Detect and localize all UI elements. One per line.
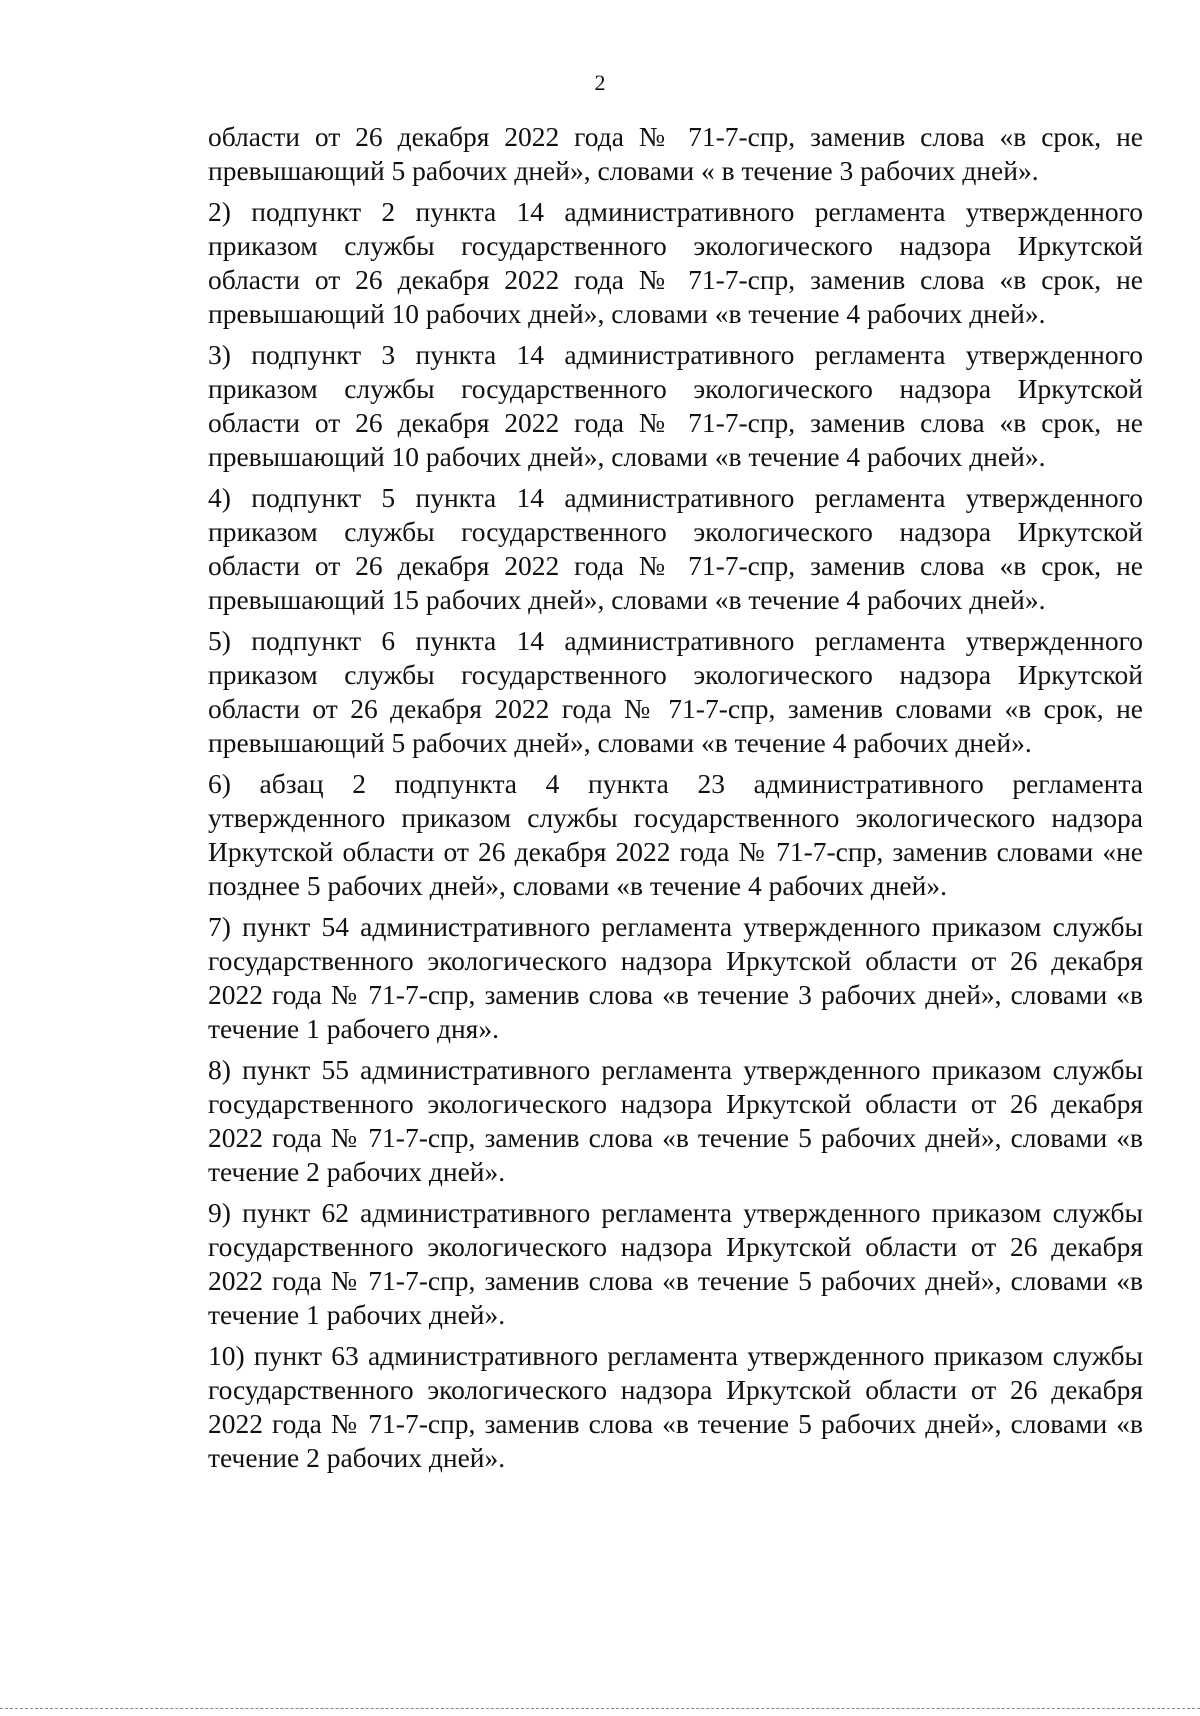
paragraph-item-10: 10) пункт 63 административного регламента утвержденного приказом службы государственного экологического надзора Иркутской области от 26 декабря 2022 года № 71-7-спр, заменив слова «в течение 5 рабочих дней», словами «в течение 2 рабочих дней».: [208, 1340, 1143, 1473]
paragraph-continuation: области от 26 декабря 2022 года № 71-7-спр, заменив слова «в срок, не превышающий 5 рабочих дней», словами « в течение 3 рабочих дней».: [208, 121, 1143, 186]
page-bottom-divider: [0, 1708, 1200, 1709]
paragraph-item-6: 6) абзац 2 подпункта 4 пункта 23 административного регламента утвержденного приказом службы государственного экологического надзора Иркутской области от 26 декабря 2022 года № 71-7-спр, заменив словами «не позднее 5 рабочих дней», словами «в течение 4 рабочих дней».: [208, 768, 1143, 901]
paragraph-item-5: 5) подпункт 6 пункта 14 административного регламента утвержденного приказом службы государственного экологического надзора Иркутской области от 26 декабря 2022 года № 71-7-спр, заменив словами «в срок, не превышающий 5 рабочих дней», словами «в течение 4 рабочих дней».: [208, 625, 1143, 758]
paragraph-item-9: 9) пункт 62 административного регламента утвержденного приказом службы государственного экологического надзора Иркутской области от 26 декабря 2022 года № 71-7-спр, заменив слова «в течение 5 рабочих дней», словами «в течение 1 рабочих дней».: [208, 1197, 1143, 1330]
paragraph-item-7: 7) пункт 54 административного регламента утвержденного приказом службы государственного экологического надзора Иркутской области от 26 декабря 2022 года № 71-7-спр, заменив слова «в течение 3 рабочих дней», словами «в течение 1 рабочего дня».: [208, 911, 1143, 1044]
paragraph-item-4: 4) подпункт 5 пункта 14 административного регламента утвержденного приказом службы государственного экологического надзора Иркутской области от 26 декабря 2022 года № 71-7-спр, заменив слова «в срок, не превышающий 15 рабочих дней», словами «в течение 4 рабочих дней».: [208, 482, 1143, 615]
page-number: 2: [594, 70, 606, 95]
paragraph-item-2: 2) подпункт 2 пункта 14 административного регламента утвержденного приказом службы государственного экологического надзора Иркутской области от 26 декабря 2022 года № 71-7-спр, заменив слова «в срок, не превышающий 10 рабочих дней», словами «в течение 4 рабочих дней».: [208, 196, 1143, 329]
paragraph-item-3: 3) подпункт 3 пункта 14 административного регламента утвержденного приказом службы государственного экологического надзора Иркутской области от 26 декабря 2022 года № 71-7-спр, заменив слова «в срок, не превышающий 10 рабочих дней», словами «в течение 4 рабочих дней».: [208, 339, 1143, 472]
document-body: [208, 120, 1143, 1482]
paragraph-item-8: 8) пункт 55 административного регламента утвержденного приказом службы государственного экологического надзора Иркутской области от 26 декабря 2022 года № 71-7-спр, заменив слова «в течение 5 рабочих дней», словами «в течение 2 рабочих дней».: [208, 1054, 1143, 1187]
